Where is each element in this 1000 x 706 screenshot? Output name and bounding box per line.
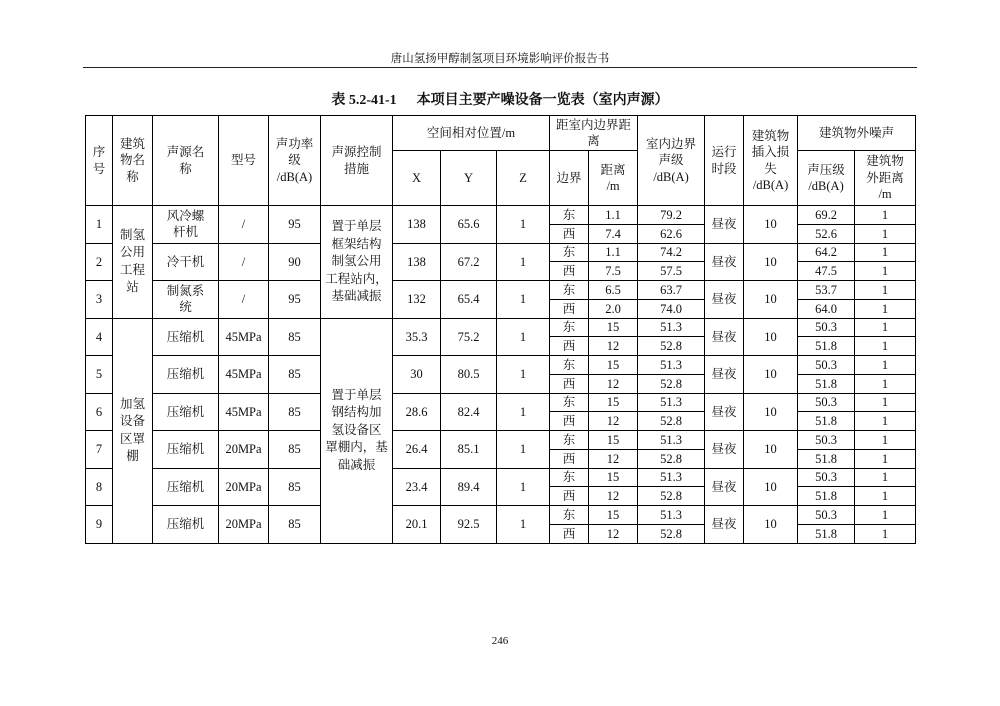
cell-position-y: 85.1 xyxy=(441,431,497,469)
cell-sound-power: 85 xyxy=(269,356,321,394)
cell-position-z: 1 xyxy=(497,243,550,281)
cell-outdoor-distance: 1 xyxy=(855,243,916,262)
cell-run-time: 昼夜 xyxy=(705,356,744,394)
cell-outdoor-distance: 1 xyxy=(855,224,916,243)
cell-spl: 50.3 xyxy=(798,318,855,337)
cell-distance: 15 xyxy=(589,393,638,412)
cell-position-x: 28.6 xyxy=(393,393,441,431)
cell-spl: 50.3 xyxy=(798,393,855,412)
cell-position-x: 23.4 xyxy=(393,468,441,506)
cell-side: 东 xyxy=(550,281,589,300)
table-caption-title: 本项目主要产噪设备一览表（室内声源） xyxy=(416,93,669,108)
cell-side: 西 xyxy=(550,412,589,431)
cell-position-y: 89.4 xyxy=(441,468,497,506)
header-indoor-level: 室内边界 声级 /dB(A) xyxy=(638,116,705,206)
cell-side: 东 xyxy=(550,393,589,412)
cell-spl: 53.7 xyxy=(798,281,855,300)
cell-spl: 51.8 xyxy=(798,524,855,543)
cell-run-time: 昼夜 xyxy=(705,506,744,544)
cell-insertion-loss: 10 xyxy=(744,393,798,431)
cell-no: 6 xyxy=(86,393,113,431)
header-spatial-position: 空间相对位置/m xyxy=(393,116,550,151)
cell-distance: 12 xyxy=(589,374,638,393)
cell-distance: 7.5 xyxy=(589,262,638,281)
cell-control-measure: 置于单层 框架结构 制氢公用 工程站内， 基础减振 xyxy=(321,206,393,319)
cell-run-time: 昼夜 xyxy=(705,468,744,506)
cell-position-x: 35.3 xyxy=(393,318,441,356)
cell-run-time: 昼夜 xyxy=(705,281,744,319)
cell-spl: 52.6 xyxy=(798,224,855,243)
cell-spl: 64.0 xyxy=(798,299,855,318)
cell-model: / xyxy=(219,206,269,244)
cell-insertion-loss: 10 xyxy=(744,281,798,319)
cell-indoor-level: 57.5 xyxy=(638,262,705,281)
cell-model: 20MPa xyxy=(219,506,269,544)
cell-source-name: 压缩机 xyxy=(153,393,219,431)
cell-position-x: 132 xyxy=(393,281,441,319)
cell-spl: 47.5 xyxy=(798,262,855,281)
table-row xyxy=(86,431,916,450)
header-distance: 距离 /m xyxy=(589,151,638,206)
cell-side: 西 xyxy=(550,449,589,468)
cell-indoor-level: 51.3 xyxy=(638,318,705,337)
cell-side: 西 xyxy=(550,337,589,356)
cell-spl: 51.8 xyxy=(798,412,855,431)
cell-model: 20MPa xyxy=(219,431,269,469)
cell-outdoor-distance: 1 xyxy=(855,318,916,337)
header-axis-y: Y xyxy=(441,151,497,206)
table-row xyxy=(86,318,916,337)
noise-source-table xyxy=(85,115,916,544)
cell-position-z: 1 xyxy=(497,468,550,506)
cell-source-name: 压缩机 xyxy=(153,506,219,544)
cell-position-y: 65.6 xyxy=(441,206,497,244)
cell-position-y: 80.5 xyxy=(441,356,497,394)
cell-distance: 15 xyxy=(589,318,638,337)
cell-no: 7 xyxy=(86,431,113,469)
cell-position-z: 1 xyxy=(497,206,550,244)
cell-indoor-level: 74.2 xyxy=(638,243,705,262)
cell-position-y: 67.2 xyxy=(441,243,497,281)
cell-indoor-level: 51.3 xyxy=(638,431,705,450)
cell-insertion-loss: 10 xyxy=(744,468,798,506)
cell-source-name: 压缩机 xyxy=(153,318,219,356)
running-header: 唐山氢扬甲醇制氢项目环境影响评价报告书 xyxy=(390,51,610,65)
cell-sound-power: 85 xyxy=(269,468,321,506)
cell-indoor-level: 51.3 xyxy=(638,506,705,525)
cell-run-time: 昼夜 xyxy=(705,393,744,431)
cell-side: 东 xyxy=(550,356,589,375)
cell-side: 东 xyxy=(550,468,589,487)
cell-position-z: 1 xyxy=(497,318,550,356)
cell-indoor-level: 51.3 xyxy=(638,356,705,375)
header-spl: 声压级 /dB(A) xyxy=(798,151,855,206)
cell-no: 1 xyxy=(86,206,113,244)
cell-position-y: 92.5 xyxy=(441,506,497,544)
cell-model: 20MPa xyxy=(219,468,269,506)
cell-position-z: 1 xyxy=(497,393,550,431)
cell-indoor-level: 74.0 xyxy=(638,299,705,318)
cell-model: / xyxy=(219,281,269,319)
cell-outdoor-distance: 1 xyxy=(855,206,916,225)
cell-spl: 51.8 xyxy=(798,374,855,393)
cell-indoor-level: 52.8 xyxy=(638,524,705,543)
cell-indoor-level: 52.8 xyxy=(638,412,705,431)
cell-insertion-loss: 10 xyxy=(744,356,798,394)
cell-source-name: 压缩机 xyxy=(153,431,219,469)
cell-position-x: 30 xyxy=(393,356,441,394)
cell-position-z: 1 xyxy=(497,356,550,394)
table-row xyxy=(86,281,916,300)
cell-outdoor-distance: 1 xyxy=(855,468,916,487)
cell-building: 制氢 公用 工程 站 xyxy=(113,206,153,319)
cell-insertion-loss: 10 xyxy=(744,431,798,469)
cell-distance: 2.0 xyxy=(589,299,638,318)
cell-spl: 50.3 xyxy=(798,506,855,525)
table-row xyxy=(86,206,916,225)
cell-run-time: 昼夜 xyxy=(705,206,744,244)
cell-indoor-level: 52.8 xyxy=(638,487,705,506)
cell-sound-power: 85 xyxy=(269,431,321,469)
header-model: 型号 xyxy=(219,116,269,206)
cell-source-name: 冷干机 xyxy=(153,243,219,281)
cell-outdoor-distance: 1 xyxy=(855,393,916,412)
cell-position-x: 138 xyxy=(393,206,441,244)
table-row xyxy=(86,356,916,375)
page-number: 246 xyxy=(491,635,509,647)
cell-indoor-level: 62.6 xyxy=(638,224,705,243)
table-header-row xyxy=(86,116,916,151)
cell-distance: 12 xyxy=(589,524,638,543)
cell-run-time: 昼夜 xyxy=(705,431,744,469)
cell-sound-power: 90 xyxy=(269,243,321,281)
cell-run-time: 昼夜 xyxy=(705,243,744,281)
cell-indoor-level: 52.8 xyxy=(638,337,705,356)
cell-position-z: 1 xyxy=(497,506,550,544)
cell-control-measure: 置于单层 钢结构加 氢设备区 罩棚内，基 础减振 xyxy=(321,318,393,543)
cell-side: 西 xyxy=(550,374,589,393)
cell-spl: 50.3 xyxy=(798,356,855,375)
cell-source-name: 制氮系 统 xyxy=(153,281,219,319)
cell-distance: 1.1 xyxy=(589,206,638,225)
cell-position-z: 1 xyxy=(497,281,550,319)
cell-indoor-level: 51.3 xyxy=(638,468,705,487)
cell-insertion-loss: 10 xyxy=(744,243,798,281)
cell-side: 东 xyxy=(550,318,589,337)
cell-indoor-level: 52.8 xyxy=(638,449,705,468)
cell-distance: 7.4 xyxy=(589,224,638,243)
cell-spl: 51.8 xyxy=(798,449,855,468)
cell-insertion-loss: 10 xyxy=(744,506,798,544)
table-caption-number: 表 5.2-41-1 xyxy=(331,93,397,108)
cell-indoor-level: 63.7 xyxy=(638,281,705,300)
cell-outdoor-distance: 1 xyxy=(855,299,916,318)
cell-outdoor-distance: 1 xyxy=(855,524,916,543)
cell-model: 45MPa xyxy=(219,356,269,394)
cell-building: 加氢 设备 区罩 棚 xyxy=(113,318,153,543)
cell-no: 9 xyxy=(86,506,113,544)
cell-sound-power: 85 xyxy=(269,506,321,544)
cell-side: 西 xyxy=(550,299,589,318)
cell-model: / xyxy=(219,243,269,281)
cell-outdoor-distance: 1 xyxy=(855,374,916,393)
cell-outdoor-distance: 1 xyxy=(855,337,916,356)
cell-outdoor-distance: 1 xyxy=(855,449,916,468)
cell-distance: 6.5 xyxy=(589,281,638,300)
cell-side: 东 xyxy=(550,431,589,450)
cell-side: 西 xyxy=(550,224,589,243)
cell-insertion-loss: 10 xyxy=(744,318,798,356)
cell-spl: 50.3 xyxy=(798,468,855,487)
header-control-measure: 声源控制 措施 xyxy=(321,116,393,206)
cell-distance: 12 xyxy=(589,449,638,468)
cell-run-time: 昼夜 xyxy=(705,318,744,356)
cell-sound-power: 95 xyxy=(269,281,321,319)
table-row xyxy=(86,506,916,525)
cell-side: 西 xyxy=(550,524,589,543)
cell-no: 2 xyxy=(86,243,113,281)
cell-sound-power: 85 xyxy=(269,318,321,356)
table-row xyxy=(86,243,916,262)
cell-position-x: 138 xyxy=(393,243,441,281)
cell-indoor-level: 51.3 xyxy=(638,393,705,412)
cell-model: 45MPa xyxy=(219,393,269,431)
cell-no: 8 xyxy=(86,468,113,506)
cell-spl: 50.3 xyxy=(798,431,855,450)
cell-distance: 12 xyxy=(589,337,638,356)
cell-side: 西 xyxy=(550,262,589,281)
cell-spl: 51.8 xyxy=(798,337,855,356)
cell-spl: 51.8 xyxy=(798,487,855,506)
header-source-name: 声源名 称 xyxy=(153,116,219,206)
cell-spl: 69.2 xyxy=(798,206,855,225)
cell-distance: 15 xyxy=(589,506,638,525)
cell-position-x: 20.1 xyxy=(393,506,441,544)
cell-distance: 1.1 xyxy=(589,243,638,262)
header-side: 边界 xyxy=(550,151,589,206)
cell-position-z: 1 xyxy=(497,431,550,469)
header-no: 序 号 xyxy=(86,116,113,206)
header-rule xyxy=(83,67,917,68)
cell-distance: 12 xyxy=(589,412,638,431)
cell-position-y: 65.4 xyxy=(441,281,497,319)
cell-position-x: 26.4 xyxy=(393,431,441,469)
header-run-time: 运行 时段 xyxy=(705,116,744,206)
header-sound-power: 声功率 级 /dB(A) xyxy=(269,116,321,206)
cell-outdoor-distance: 1 xyxy=(855,281,916,300)
cell-source-name: 压缩机 xyxy=(153,468,219,506)
cell-outdoor-distance: 1 xyxy=(855,506,916,525)
header-axis-z: Z xyxy=(497,151,550,206)
cell-side: 东 xyxy=(550,206,589,225)
cell-side: 东 xyxy=(550,243,589,262)
cell-position-y: 82.4 xyxy=(441,393,497,431)
header-insertion-loss: 建筑物 插入损 失 /dB(A) xyxy=(744,116,798,206)
cell-no: 5 xyxy=(86,356,113,394)
header-outdoor-noise: 建筑物外噪声 xyxy=(798,116,916,151)
cell-sound-power: 95 xyxy=(269,206,321,244)
cell-outdoor-distance: 1 xyxy=(855,487,916,506)
table-row xyxy=(86,393,916,412)
header-outdoor-distance: 建筑物 外距离 /m xyxy=(855,151,916,206)
cell-outdoor-distance: 1 xyxy=(855,262,916,281)
cell-outdoor-distance: 1 xyxy=(855,412,916,431)
cell-source-name: 风冷螺 杆机 xyxy=(153,206,219,244)
cell-distance: 12 xyxy=(589,487,638,506)
cell-indoor-level: 79.2 xyxy=(638,206,705,225)
cell-position-y: 75.2 xyxy=(441,318,497,356)
header-axis-x: X xyxy=(393,151,441,206)
cell-indoor-level: 52.8 xyxy=(638,374,705,393)
cell-no: 3 xyxy=(86,281,113,319)
cell-source-name: 压缩机 xyxy=(153,356,219,394)
cell-no: 4 xyxy=(86,318,113,356)
cell-spl: 64.2 xyxy=(798,243,855,262)
cell-distance: 15 xyxy=(589,468,638,487)
cell-model: 45MPa xyxy=(219,318,269,356)
table-row xyxy=(86,468,916,487)
cell-outdoor-distance: 1 xyxy=(855,356,916,375)
cell-insertion-loss: 10 xyxy=(744,206,798,244)
header-boundary-distance: 距室内边界距 离 xyxy=(550,116,638,151)
cell-side: 西 xyxy=(550,487,589,506)
table-caption xyxy=(0,92,1000,110)
cell-outdoor-distance: 1 xyxy=(855,431,916,450)
cell-sound-power: 85 xyxy=(269,393,321,431)
cell-distance: 15 xyxy=(589,431,638,450)
header-building: 建筑 物名 称 xyxy=(113,116,153,206)
table-body xyxy=(86,206,916,544)
cell-distance: 15 xyxy=(589,356,638,375)
cell-side: 东 xyxy=(550,506,589,525)
